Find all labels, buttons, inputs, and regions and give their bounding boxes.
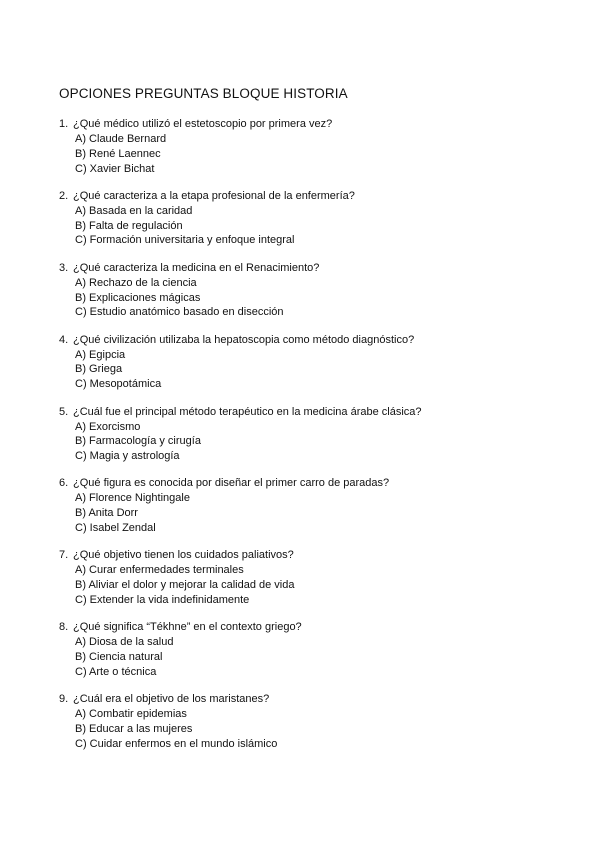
question-text: ¿Qué caracteriza a la etapa profesional de la enfermería? — [73, 189, 355, 202]
document-title: OPCIONES PREGUNTAS BLOQUE HISTORIA — [59, 86, 348, 101]
option-b: B) Educar a las mujeres — [75, 722, 193, 735]
question-line — [59, 333, 579, 348]
option-b: B) Griega — [75, 363, 123, 376]
question-list — [59, 117, 579, 764]
question-7 — [59, 548, 579, 607]
option-b: B) Ciencia natural — [75, 651, 163, 664]
option-c: C) Formación universitaria y enfoque integral — [75, 234, 295, 247]
option-a: A) Basada en la caridad — [75, 204, 193, 217]
option-a: A) Claude Bernard — [75, 133, 167, 145]
question-4 — [59, 333, 579, 392]
question-number: 3. — [59, 261, 69, 274]
option-list — [59, 420, 579, 464]
option-a: A) Curar enfermedades terminales — [75, 564, 244, 577]
option-c: C) Magia y astrología — [75, 450, 180, 463]
option-a: A) Combatir epidemias — [75, 708, 187, 721]
question-text: ¿Qué figura es conocida por diseñar el primer carro de paradas? — [73, 477, 390, 490]
question-text: ¿Cuál era el objetivo de los maristanes? — [73, 693, 270, 706]
option-list — [59, 276, 579, 320]
question-5 — [59, 405, 579, 464]
option-list — [59, 707, 579, 751]
question-number: 8. — [59, 621, 69, 634]
option-c: C) Isabel Zendal — [75, 522, 156, 535]
option-a: A) Diosa de la salud — [75, 636, 174, 649]
option-list — [59, 204, 579, 248]
question-number: 6. — [59, 477, 69, 490]
option-c: C) Mesopotámica — [75, 378, 162, 391]
question-line — [59, 261, 579, 276]
question-1 — [59, 117, 579, 176]
question-9 — [59, 692, 579, 751]
question-line — [59, 405, 579, 420]
question-text: ¿Qué médico utilizó el estetoscopio por primera vez? — [73, 118, 333, 130]
question-number: 2. — [59, 189, 69, 202]
question-number: 7. — [59, 549, 69, 562]
question-2 — [59, 189, 579, 248]
option-list — [59, 491, 579, 535]
option-b: B) Aliviar el dolor y mejorar la calidad de vida — [75, 579, 295, 592]
option-c: C) Xavier Bichat — [75, 162, 155, 175]
option-list — [59, 563, 579, 607]
option-c: C) Extender la vida indefinidamente — [75, 593, 250, 606]
question-line — [59, 117, 579, 132]
option-list — [59, 132, 579, 176]
question-text: ¿Qué significa “Tékhne” en el contexto griego? — [73, 621, 302, 634]
option-list — [59, 348, 579, 392]
option-b: B) Explicaciones mágicas — [75, 291, 201, 304]
question-line — [59, 476, 579, 491]
question-line — [59, 189, 579, 204]
option-list — [59, 635, 579, 679]
question-text: ¿Qué civilización utilizaba la hepatoscopia como método diagnóstico? — [73, 333, 415, 346]
question-text: ¿Qué caracteriza la medicina en el Renacimiento? — [73, 261, 320, 274]
question-line — [59, 620, 579, 635]
question-number: 1. — [59, 118, 69, 130]
option-b: B) René Laennec — [75, 147, 161, 160]
option-c: C) Arte o técnica — [75, 665, 157, 678]
option-c: C) Estudio anatómico basado en disección — [75, 306, 284, 319]
option-b: B) Falta de regulación — [75, 219, 183, 232]
question-number: 5. — [59, 405, 69, 418]
question-text: ¿Qué objetivo tienen los cuidados paliativos? — [73, 549, 294, 562]
option-a: A) Florence Nightingale — [75, 492, 190, 505]
option-b: B) Farmacología y cirugía — [75, 435, 201, 448]
question-number: 4. — [59, 333, 69, 346]
question-text: ¿Cuál fue el principal método terapéutico en la medicina árabe clásica? — [73, 405, 422, 418]
question-line — [59, 692, 579, 707]
question-3 — [59, 261, 579, 320]
option-a: A) Exorcismo — [75, 420, 141, 433]
option-b: B) Anita Dorr — [75, 507, 138, 520]
question-number: 9. — [59, 693, 69, 706]
question-line — [59, 548, 579, 563]
option-a: A) Rechazo de la ciencia — [75, 276, 197, 289]
option-c: C) Cuidar enfermos en el mundo islámico — [75, 737, 278, 750]
option-a: A) Egipcia — [75, 348, 126, 361]
question-8 — [59, 620, 579, 679]
question-6 — [59, 476, 579, 535]
